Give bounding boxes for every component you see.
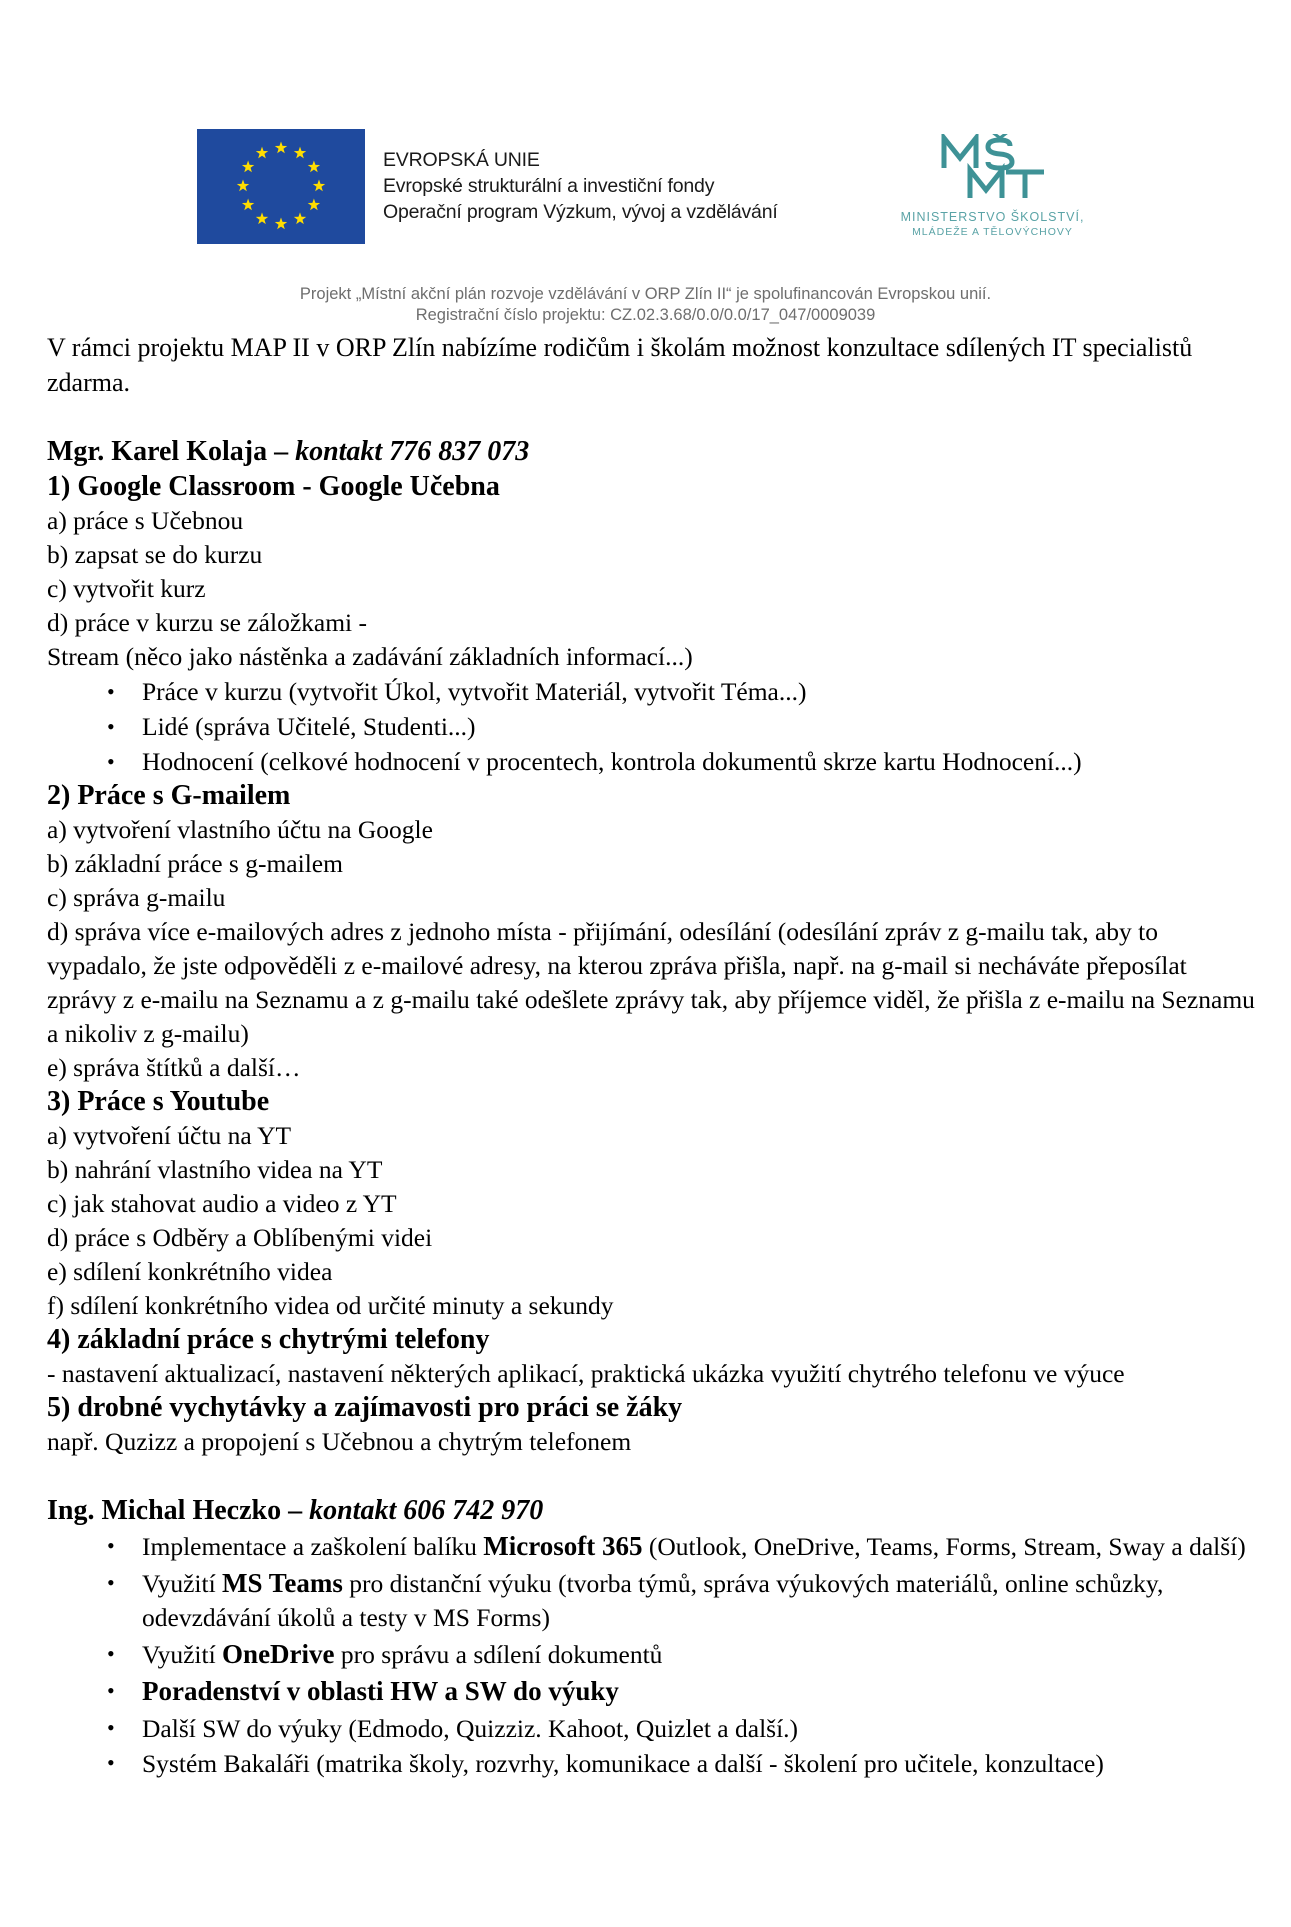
bullet-text-pre: Další SW do výuky (Edmodo, Quizziz. Kahoot, Quizlet a další.) — [142, 1714, 799, 1743]
msmt-t — [1006, 172, 1044, 198]
bullet-item — [47, 1674, 1262, 1709]
bullet-text-pre: Využití — [142, 1640, 223, 1669]
list-item: c) jak stahovat audio a video z YT — [47, 1189, 397, 1218]
bullet-icon: • — [107, 714, 115, 739]
project-note-line-2: Registrační číslo projektu: CZ.02.3.68/0.0/0.0/17_047/0009039 — [415, 306, 876, 324]
list-item: a) vytvoření vlastního účtu na Google — [47, 815, 433, 844]
list-item: Stream (něco jako nástěnka a zadávání základních informací...) — [47, 642, 693, 671]
msmt-logo-icon — [940, 134, 1048, 200]
bullet-list-classroom — [47, 674, 1262, 779]
list-item: a) vytvoření účtu na YT — [47, 1121, 292, 1150]
msmt-m-top — [944, 138, 976, 168]
list-item: b) nahrání vlastního videa na YT — [47, 1155, 383, 1184]
project-note-line-1: Projekt „Místní akční plán rozvoje vzdělávání v ORP Zlín II“ je spolufinancován Evropskou unií. — [299, 285, 992, 303]
msmt-logo — [880, 128, 1105, 243]
section-heading-gmail: 2) Práce s G-mailem — [47, 780, 291, 811]
spacer — [47, 400, 1262, 434]
bullet-icon: • — [107, 679, 115, 704]
list-item: d) práce s Odběry a Oblíbenými videi — [47, 1223, 433, 1252]
bullet-text-post: (Outlook, OneDrive, Teams, Forms, Stream, Sway a další) — [642, 1532, 1246, 1561]
bullet-text: Práce v kurzu (vytvořit Úkol, vytvořit Materiál, vytvořit Téma...) — [142, 677, 807, 706]
specialist-contact: kontakt 776 837 073 — [295, 436, 530, 467]
eu-logo-line-2: Evropské strukturální a investiční fondy — [383, 175, 715, 197]
list-item: d) práce v kurzu se záložkami - — [47, 608, 368, 637]
bullet-item — [47, 1711, 1262, 1746]
specialist-name: Mgr. Karel Kolaja – — [47, 436, 296, 467]
bullet-item — [47, 1637, 1262, 1672]
bullet-item — [47, 744, 1262, 779]
eu-logo-text — [383, 147, 778, 225]
specialist-heading-heczko — [47, 1493, 1262, 1529]
document-body — [47, 330, 1262, 1781]
eu-logo-line-3: Operační program Výzkum, vývoj a vzdělávání — [383, 201, 778, 223]
bullet-icon: • — [107, 749, 115, 774]
bullet-item — [47, 674, 1262, 709]
bullet-text-bold: Poradenství v oblasti HW a SW do výuky — [142, 1676, 619, 1706]
bullet-item — [47, 1529, 1262, 1564]
bullet-icon: • — [107, 1750, 115, 1775]
bullet-text-bold: OneDrive — [222, 1639, 335, 1669]
list-item: f) sdílení konkrétního videa od určité minuty a sekundy — [47, 1291, 614, 1320]
section-heading-tips: 5) drobné vychytávky a zajímavosti pro práci se žáky — [47, 1392, 683, 1423]
list-item: c) správa g-mailu — [47, 883, 226, 912]
list-item: d) správa více e-mailových adres z jednoho místa - přijímání, odesílání (odesílání zpráv z g-mailu tak, aby to vypadalo, že jste odpověděli z e-mailové adresy, na kterou zpráva přišla, např. na g-mail si necháváte přeposílat zprávy z e-mailu na Seznamu a z g-mailu také odešlete zprávy tak, aby příjemce viděl, že přišla z e-mailu na Seznamu a nikoliv z g-mailu) — [47, 917, 1255, 1048]
msmt-logo-line-2: MLÁDEŽE A TĚLOVÝCHOVY — [912, 226, 1073, 238]
section-heading-google-classroom: 1) Google Classroom - Google Učebna — [47, 471, 500, 502]
bullet-text: Hodnocení (celkové hodnocení v procentech, kontrola dokumentů skrze kartu Hodnocení...) — [142, 747, 1082, 776]
bullet-item — [47, 1566, 1262, 1635]
bullet-list-heczko — [47, 1529, 1262, 1781]
specialist-heading-kolaja — [47, 434, 1262, 470]
bullet-text-post: pro správu a sdílení dokumentů — [334, 1640, 663, 1669]
bullet-icon: • — [107, 1678, 115, 1703]
bullet-text-bold: Microsoft 365 — [483, 1531, 643, 1561]
bullet-icon: • — [107, 1533, 115, 1558]
bullet-text: Lidé (správa Učitelé, Studenti...) — [142, 712, 476, 741]
specialist-contact: kontakt 606 742 970 — [309, 1495, 544, 1526]
intro-paragraph: V rámci projektu MAP II v ORP Zlín nabízíme rodičům i školám možnost konzultace sdílených IT specialistů zdarma. — [47, 333, 1193, 397]
eu-logo-line-1: EVROPSKÁ UNIE — [383, 149, 540, 171]
msmt-s — [988, 140, 1012, 168]
project-note — [0, 284, 1291, 326]
spacer — [47, 1459, 1262, 1493]
msmt-caron — [992, 134, 1008, 138]
list-item: b) základní práce s g-mailem — [47, 849, 343, 878]
bullet-text-pre: Systém Bakaláři (matrika školy, rozvrhy, komunikace a další - školení pro učitele, konzultace) — [142, 1749, 1104, 1778]
list-item: e) správa štítků a další… — [47, 1053, 301, 1082]
msmt-m-bottom — [970, 170, 1002, 198]
list-item: c) vytvořit kurz — [47, 574, 206, 603]
list-item: např. Quzizz a propojení s Učebnou a chytrým telefonem — [47, 1427, 632, 1456]
bullet-text-bold: MS Teams — [222, 1568, 343, 1598]
bullet-icon: • — [107, 1641, 115, 1666]
section-heading-smartphones: 4) základní práce s chytrými telefony — [47, 1324, 490, 1355]
bullet-item — [47, 709, 1262, 744]
bullet-text-post: pro distanční výuku (tvorba týmů, správa výukových materiálů, online schůzky, odevzdávání úkolů a testy v MS Forms) — [142, 1569, 1164, 1632]
bullet-icon: • — [107, 1715, 115, 1740]
bullet-item — [47, 1746, 1262, 1781]
section-heading-youtube: 3) Práce s Youtube — [47, 1086, 270, 1117]
bullet-text-pre: Implementace a zaškolení balíku — [142, 1532, 484, 1561]
bullet-icon: • — [107, 1570, 115, 1595]
bullet-text-pre: Využití — [142, 1569, 223, 1598]
list-item: b) zapsat se do kurzu — [47, 540, 263, 569]
list-item: a) práce s Učebnou — [47, 506, 244, 535]
msmt-logo-line-1: MINISTERSTVO ŠKOLSTVÍ, — [900, 210, 1085, 224]
list-item: e) sdílení konkrétního videa — [47, 1257, 333, 1286]
eu-flag-icon — [197, 129, 365, 244]
list-item: - nastavení aktualizací, nastavení některých aplikací, praktická ukázka využití chytrého telefonu ve výuce — [47, 1359, 1125, 1388]
specialist-name: Ing. Michal Heczko – — [47, 1495, 310, 1526]
